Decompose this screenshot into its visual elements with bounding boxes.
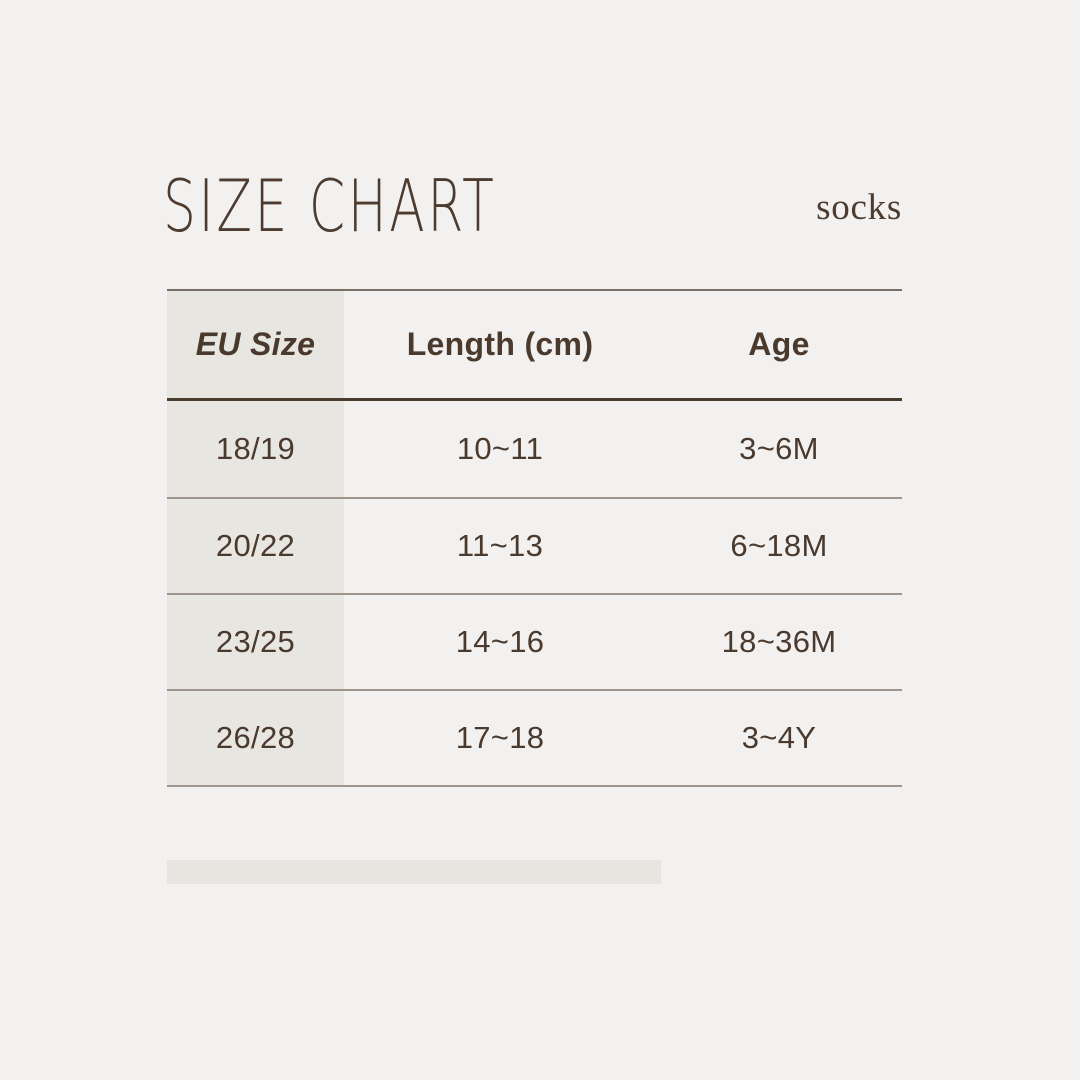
cell-length: 11~13	[456, 528, 544, 563]
page-title: SIZE CHART	[163, 164, 497, 248]
cell-age: 6~18M	[730, 528, 828, 563]
cell-eu-size: 20/22	[167, 499, 344, 593]
cell-eu-size: 23/25	[167, 595, 344, 689]
table-row	[167, 593, 902, 689]
table-row	[167, 689, 902, 785]
cell-eu-size: 18/19	[167, 401, 344, 497]
cell-length: 17~18	[455, 720, 545, 755]
decorative-bar	[167, 860, 661, 884]
size-table	[167, 289, 902, 787]
cell-age: 18~36M	[721, 624, 837, 659]
cell-eu-size: 26/28	[167, 691, 344, 785]
cell-length: 10~11	[456, 431, 544, 466]
category-label: socks	[816, 187, 902, 228]
column-header-age: Age	[748, 326, 810, 362]
table-row	[167, 401, 902, 497]
table-row	[167, 497, 902, 593]
cell-age: 3~6M	[739, 431, 819, 466]
column-header-eu-size: EU Size	[167, 291, 344, 398]
cell-age: 3~4Y	[741, 720, 817, 755]
table-header-row	[167, 291, 902, 401]
column-header-length: Length (cm)	[406, 326, 594, 362]
cell-length: 14~16	[455, 624, 545, 659]
